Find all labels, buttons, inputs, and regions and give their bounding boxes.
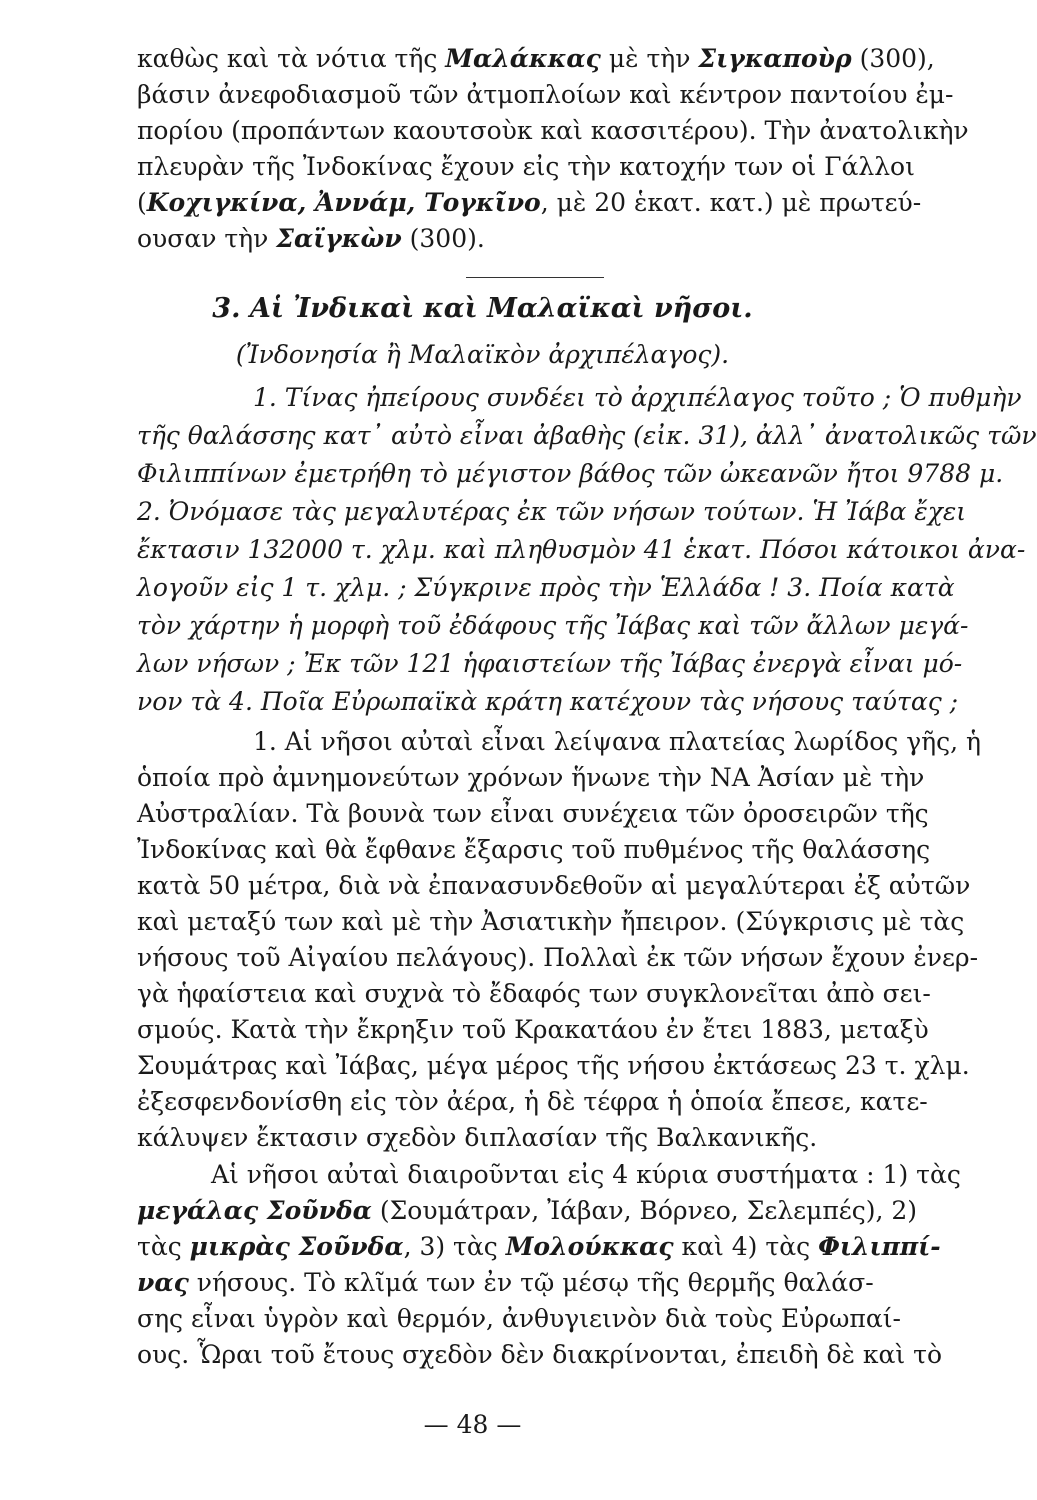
question-line: νον τὰ 4. Ποῖα Εὐρωπαϊκὰ κράτη κατέχουν τὰς νήσους ταύτας ; — [137, 687, 959, 716]
text-span: τὰς — [137, 1232, 190, 1261]
question-line: λογοῦν εἰς 1 τ. χλμ. ; Σύγκρινε πρὸς τὴν Ἑλλάδα ! 3. Ποία κατὰ — [137, 573, 955, 602]
island-group-name: Φιλιππί- — [818, 1232, 941, 1261]
island-group-name: νας — [137, 1268, 189, 1297]
question-line: Φιλιππίνων ἐμετρήθη τὸ μέγιστον βάθος τῶν ὠκεανῶν ἤτοι 9788 μ. — [137, 459, 1004, 488]
section-divider — [466, 277, 604, 278]
text-line: 1. Αἱ νῆσοι αὐταὶ εἶναι λείψανα πλατείας λωρίδος γῆς, ἡ — [253, 727, 982, 756]
text-span: καὶ 4) τὰς — [673, 1232, 819, 1261]
question-line: ἔκτασιν 132000 τ. χλμ. καὶ πληθυσμὸν 41 ἑκατ. Πόσοι κάτοικοι ἀνα- — [137, 535, 1026, 564]
text-line: καὶ μεταξύ των καὶ μὲ τὴν Ἀσιατικὴν ἤπειρον. (Σύγκρισις μὲ τὰς — [137, 907, 965, 936]
text-line: Σουμάτρας καὶ Ἰάβας, μέγα μέρος τῆς νήσου ἐκτάσεως 23 τ. χλμ. — [137, 1051, 970, 1080]
place-names: Κοχιγκίνα, Ἀννάμ, Τογκῖνο — [146, 188, 541, 217]
question-line: λων νήσων ; Ἐκ τῶν 121 ἡφαιστείων τῆς Ἰάβας ἐνεργὰ εἶναι μό- — [137, 649, 963, 678]
island-group-name: μεγάλας Σοῦνδα — [137, 1196, 372, 1225]
text-span: καθὼς καὶ τὰ νότια τῆς — [137, 44, 446, 73]
question-line: 1. Τίνας ἠπείρους συνδέει τὸ ἀρχιπέλαγος τοῦτο ; Ὁ πυθμὴν — [253, 383, 1022, 412]
text-span: , 3) τὰς — [403, 1232, 506, 1261]
place-name: Μαλάκκας — [445, 44, 601, 73]
text-line: πλευρὰν τῆς Ἰνδοκίνας ἔχουν εἰς τὴν κατοχήν των οἱ Γάλλοι — [137, 152, 915, 181]
page-number: — 48 — — [423, 1410, 522, 1439]
text-line: σης εἶναι ὑγρὸν καὶ θερμόν, ἀνθυγιεινὸν διὰ τοὺς Εὐρωπαί- — [137, 1304, 901, 1333]
text-line: Αὐστραλίαν. Τὰ βουνὰ των εἶναι συνέχεια τῶν ὀροσειρῶν τῆς — [137, 799, 929, 828]
island-group-name: Μολούκκας — [505, 1232, 674, 1261]
text-line: ἐξεσφενδονίσθη εἰς τὸν ἀέρα, ἡ δὲ τέφρα ἡ ὁποία ἔπεσε, κατε- — [137, 1087, 928, 1116]
text-line: κατὰ 50 μέτρα, διὰ νὰ ἐπανασυνδεθοῦν αἱ μεγαλύτεραι ἐξ αὐτῶν — [137, 871, 971, 900]
text-span: , μὲ 20 ἑκατ. κατ.) μὲ πρωτεύ- — [540, 188, 922, 217]
text-line: ους. Ὧραι τοῦ ἔτους σχεδὸν δὲν διακρίνονται, ἐπειδὴ δὲ καὶ τὸ — [137, 1340, 943, 1369]
text-line: πορίου (προπάντων καουτσοὺκ καὶ κασσιτέρου). Τὴν ἀνατολικὴν — [137, 116, 969, 145]
question-line: τὸν χάρτην ἡ μορφὴ τοῦ ἐδάφους τῆς Ἰάβας καὶ τῶν ἄλλων μεγά- — [137, 611, 969, 640]
text-line — [137, 1232, 941, 1262]
text-span: (300), — [851, 44, 935, 73]
text-line — [137, 1196, 918, 1226]
text-span: ( — [137, 188, 147, 217]
text-line: νήσους τοῦ Αἰγαίου πελάγους). Πολλαὶ ἐκ τῶν νήσων ἔχουν ἐνερ- — [137, 943, 979, 972]
text-span: (300). — [401, 224, 485, 253]
text-line — [137, 188, 922, 218]
text-span: ουσαν τὴν — [137, 224, 277, 253]
section-subtitle: (Ἰνδονησία ἢ Μαλαϊκὸν ἀρχιπέλαγος). — [235, 340, 730, 369]
text-line: ὁποία πρὸ ἀμνημονεύτων χρόνων ἥνωνε τὴν ΝΑ Ἀσίαν μὲ τὴν — [137, 763, 925, 792]
question-line: τῆς θαλάσσης κατ᾽ αὐτὸ εἶναι ἀβαθὴς (εἰκ. 31), ἀλλ᾽ ἀνατολικῶς τῶν — [137, 421, 1037, 450]
text-line: γὰ ἡφαίστεια καὶ συχνὰ τὸ ἔδαφός των συγκλονεῖται ἀπὸ σει- — [137, 979, 931, 1008]
text-line: βάσιν ἀνεφοδιασμοῦ τῶν ἀτμοπλοίων καὶ κέντρον παντοίου ἐμ- — [137, 80, 954, 109]
text-line — [137, 224, 828, 254]
text-line: Ἰνδοκίνας καὶ θὰ ἔφθανε ἔξαρσις τοῦ πυθμένος τῆς θαλάσσης — [137, 835, 931, 864]
question-line: 2. Ὀνόμασε τὰς μεγαλυτέρας ἐκ τῶν νήσων τούτων. Ἡ Ἰάβα ἔχει — [137, 497, 967, 526]
island-group-name: μικρὰς Σοῦνδα — [189, 1232, 404, 1261]
text-line: κάλυψεν ἔκτασιν σχεδὸν διπλασίαν τῆς Βαλκανικῆς. — [137, 1123, 818, 1152]
text-line: σμούς. Κατὰ τὴν ἔκρηξιν τοῦ Κρακατάου ἐν ἔτει 1883, μεταξὺ — [137, 1015, 929, 1044]
text-line — [137, 44, 935, 74]
text-line — [137, 1268, 874, 1298]
text-span: νήσους. Τὸ κλῖμά των ἐν τῷ μέσῳ τῆς θερμῆς θαλάσ- — [188, 1268, 874, 1297]
text-span: μὲ τὴν — [600, 44, 699, 73]
text-span: (Σουμάτραν, Ἰάβαν, Βόρνεο, Σελεμπές), 2) — [371, 1196, 918, 1225]
text-line: Αἱ νῆσοι αὐταὶ διαιροῦνται εἰς 4 κύρια συστήματα : 1) τὰς — [211, 1160, 961, 1189]
place-name: Σιγκαποὺρ — [698, 44, 852, 73]
place-name: Σαϊγκὼν — [276, 224, 402, 253]
section-title: 3. Αἱ Ἰνδικαὶ καὶ Μαλαϊκαὶ νῆσοι. — [212, 293, 753, 324]
